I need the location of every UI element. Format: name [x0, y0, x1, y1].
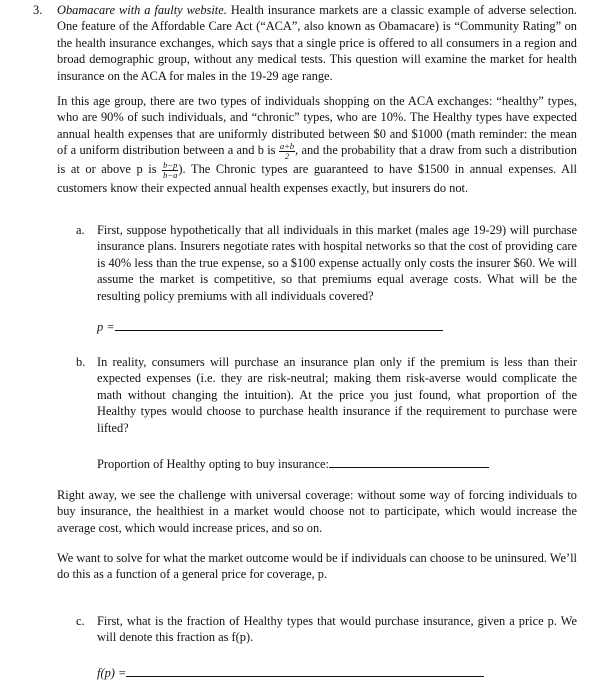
setup-text-1: In this age group, there are two types of individuals shopping on the ACA exchanges: “healthy” types, who are 90% of such individuals, and “chronic” types, who are 10%. The Healthy types have expected annual health expenses that are uniformly distributed between $0 and $1000 (math reminder: the mean of a uniform distribution between a and b is	[57, 94, 577, 158]
probability-fraction	[162, 161, 178, 180]
question-number: 3.	[33, 3, 43, 17]
challenge-paragraph: Right away, we see the challenge with universal coverage: without some way of forcing individuals to buy insurance, the healthiest in a market would choose not to participate, which would increase the average cost, which would increase prices, and so on.	[57, 488, 577, 535]
part-b-answer-label: Proportion of Healthy opting to buy insurance:	[97, 457, 329, 471]
question-intro	[57, 2, 577, 84]
solve-paragraph: We want to solve for what the market outcome would be if individuals can choose to be uninsured. We’ll do this as a function of a general price for coverage, p.	[57, 551, 577, 582]
setup-text-3: ). The Chronic types are guaranteed to have $1500 in annual expenses. All customers know their expected annual health expenses exactly, but insurers do not.	[57, 162, 577, 196]
part-c-label: c.	[76, 614, 85, 628]
question-intro-text: Health insurance markets are a classic example of adverse selection. One feature of the Affordable Care Act (“ACA”, also known as Obamacare) is “Community Rating” on the health insurance exchanges, which says that a single price is offered to all consumers in a region and broad demographic group, without any medical tests. This question will examine the market for health insurance on the ACA for males in the 19-29 age range.	[57, 3, 577, 83]
part-c-text: First, what is the fraction of Healthy types that would purchase insurance, given a price p. We will denote this fraction as f(p).	[97, 614, 577, 645]
part-c-answer-blank[interactable]	[126, 664, 484, 677]
setup-text-2: , and the probability that a draw from such a distribution is at or above p is	[57, 143, 577, 177]
part-b-text: In reality, consumers will purchase an insurance plan only if the premium is less than their expected expenses (i.e. they are risk-neutral; making them risk-averse would complicate the math without changing the intuition). At the price you just found, what proportion of the Healthy types would choose to purchase health insurance if the requirement to purchase were lifted?	[97, 355, 577, 435]
part-a-text: First, suppose hypothetically that all individuals in this market (males age 19-29) will purchase insurance plans. Insurers negotiate rates with hospital networks so that the cost of providing care is 40% less than the true expense, so a $100 expense actually only costs the insurer $60. We will assume the market is competitive, so that premiums equal average costs. What will be the resulting policy premiums with all individuals covered?	[97, 223, 577, 303]
part-b-answer-line[interactable]	[97, 455, 489, 472]
part-b-label: b.	[76, 355, 86, 369]
part-b-answer-blank[interactable]	[329, 455, 489, 468]
probability-fraction-numerator: b−p	[163, 160, 178, 171]
mean-fraction-denominator: 2	[284, 151, 290, 162]
probability-fraction-denominator: b−a	[163, 170, 178, 181]
part-c-answer-label: f(p) =	[97, 666, 127, 680]
part-c-answer-line[interactable]	[97, 664, 484, 681]
question-title: Obamacare with a faulty website.	[57, 3, 227, 17]
part-a-answer-label: p =	[97, 320, 115, 334]
setup-paragraph	[57, 93, 577, 197]
mean-fraction-numerator: a+b	[279, 141, 295, 152]
part-a-label: a.	[76, 223, 85, 237]
part-a-answer-blank[interactable]	[115, 318, 443, 331]
mean-fraction	[279, 142, 295, 161]
part-a-answer-line[interactable]	[97, 318, 443, 335]
